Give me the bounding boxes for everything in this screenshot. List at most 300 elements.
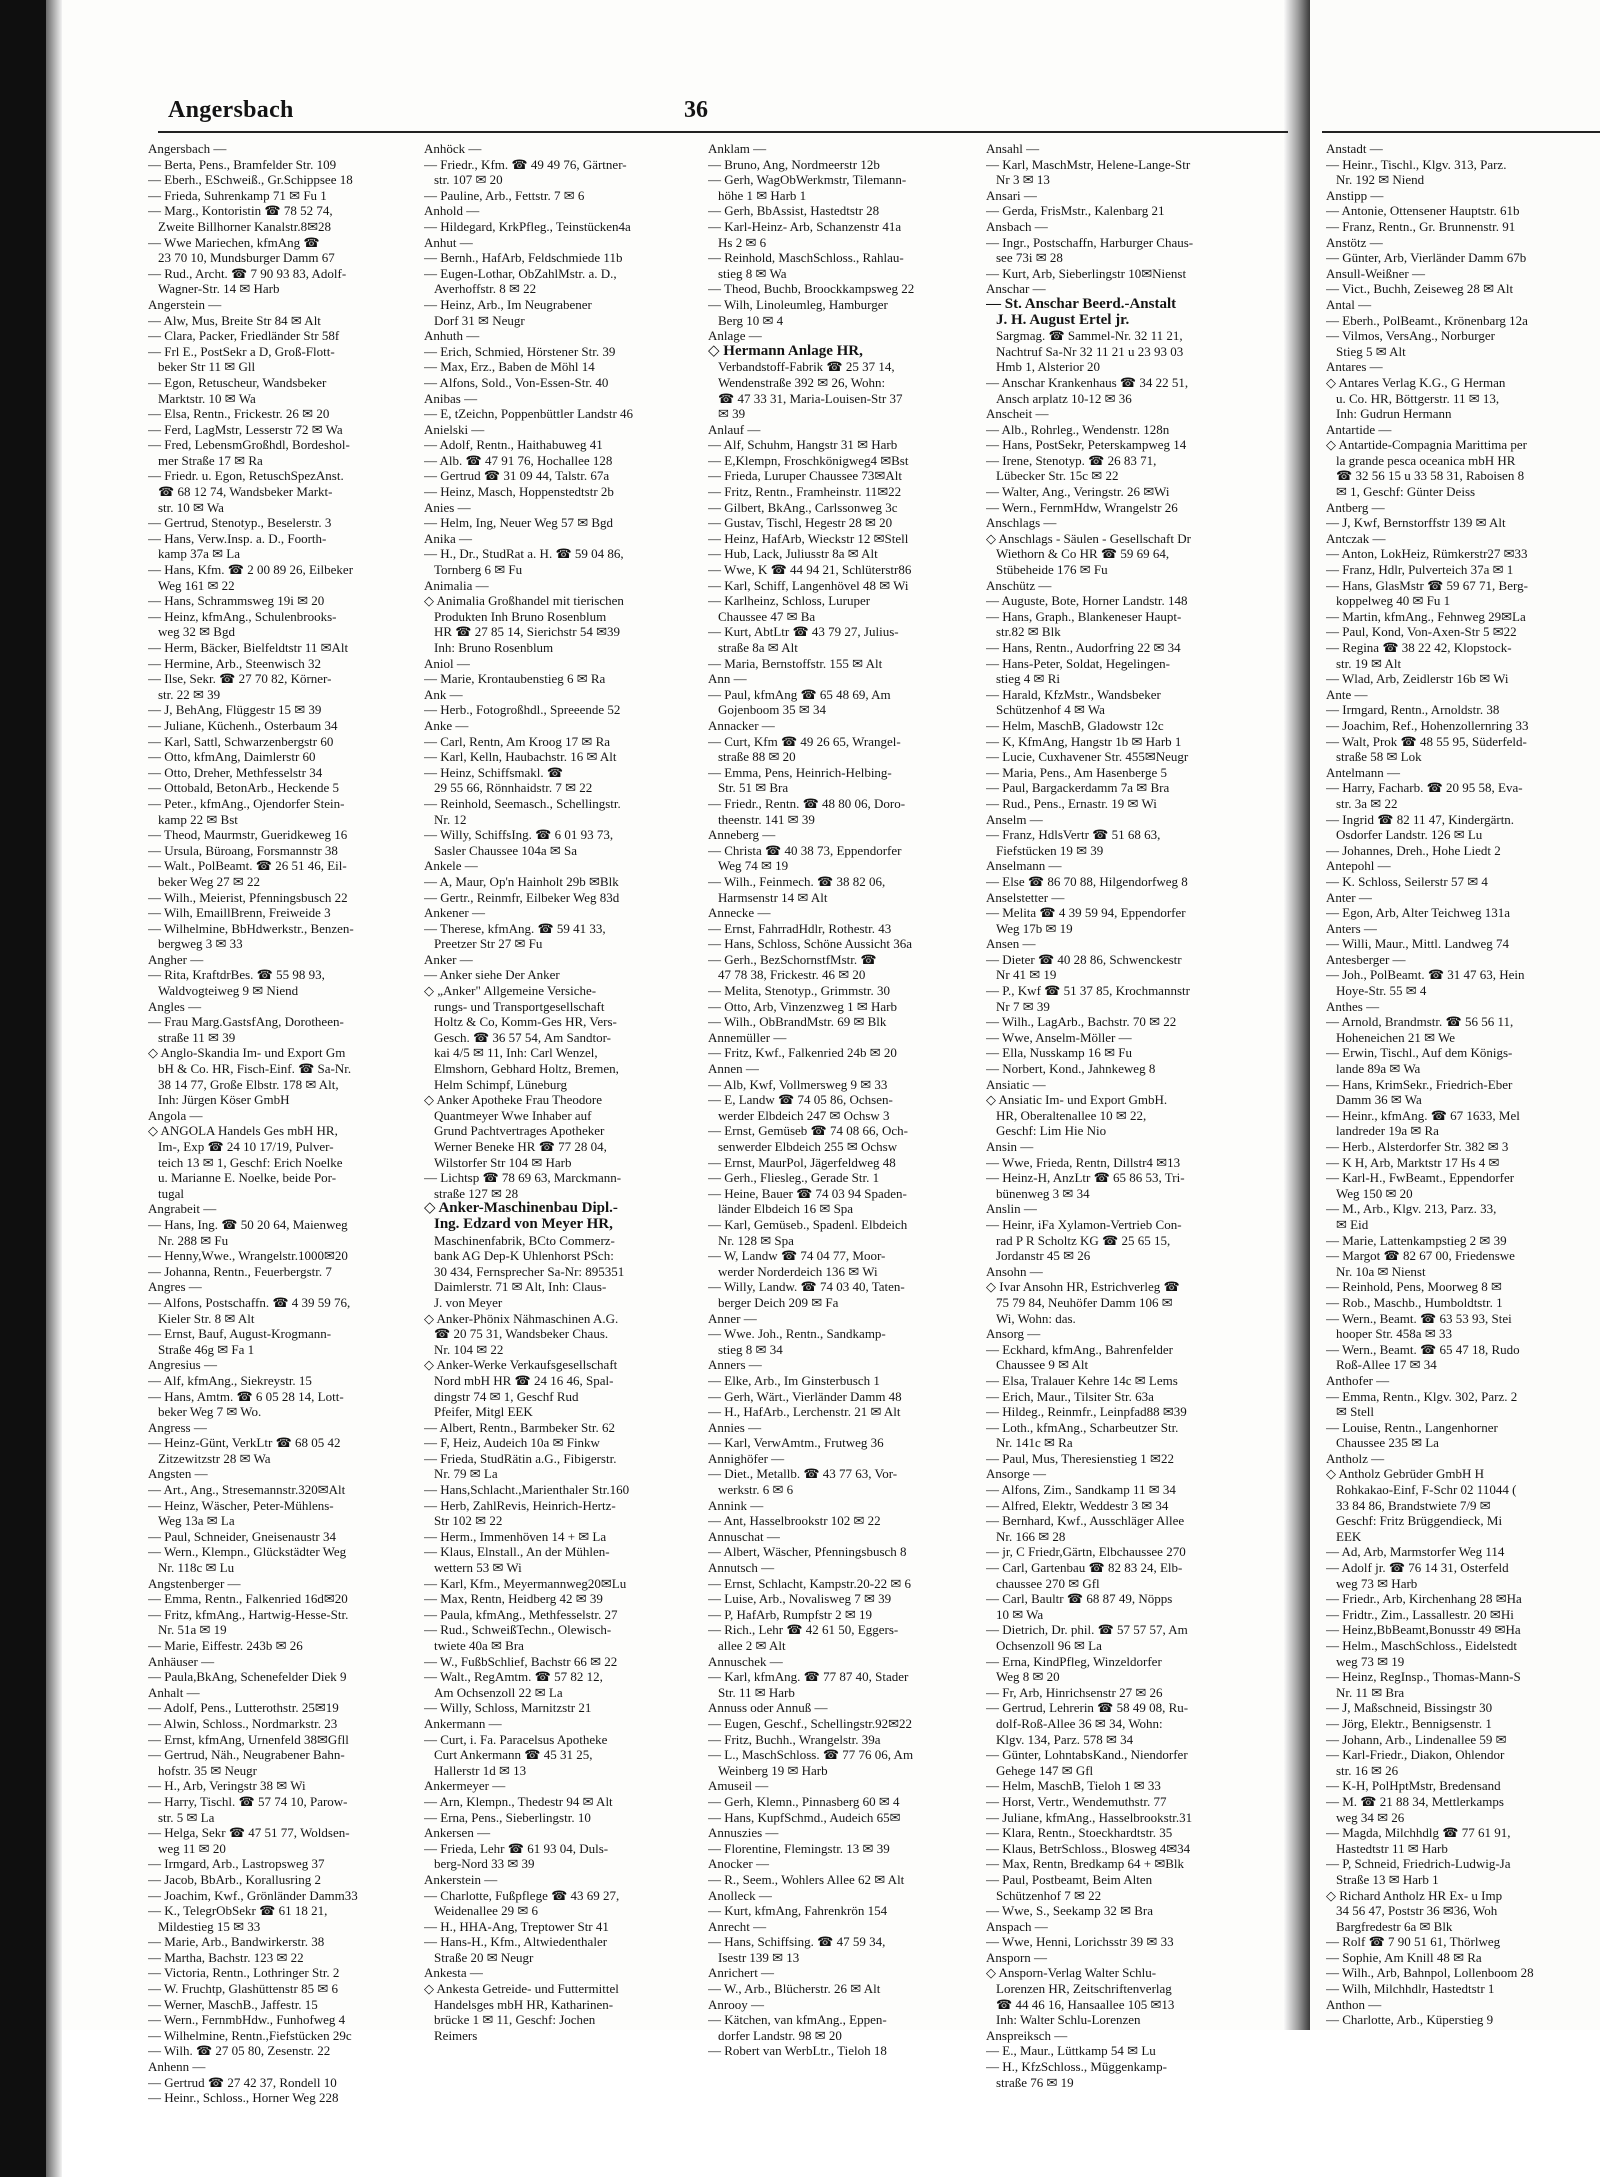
directory-entry: — H., Dr., StudRat a. H. ☎ 59 04 86, xyxy=(424,546,624,562)
surname-heading: Amuseil — xyxy=(708,1778,769,1794)
entry-continuation: Nachtruf Sa-Nr 32 11 21 u 23 93 03 xyxy=(996,343,1184,359)
directory-entry: — Clara, Packer, Friedländer Str 58f xyxy=(148,328,340,344)
directory-entry: — Gertr., Reinmfr, Eilbeker Weg 83d xyxy=(424,889,620,905)
directory-entry: — P, HafArb, Rumpfstr 2 ✉ 19 xyxy=(708,1606,872,1622)
directory-entry: — Irene, Stenotyp. ☎ 26 83 71, xyxy=(986,452,1157,468)
directory-entry: — Robert van WerbLtr., Tieloh 18 xyxy=(708,2043,887,2059)
entry-continuation: beker Str 11 ✉ Gll xyxy=(158,359,256,375)
directory-entry: — Paul, Schneider, Gneisenaustr 34 xyxy=(148,1528,336,1544)
directory-entry: — Heinz, Masch, Hoppenstedtstr 2b xyxy=(424,484,614,500)
directory-entry: — Kätchen, van kfmAng., Eppen- xyxy=(708,2012,887,2028)
directory-entry: — Johanna, Rentn., Feuerbergstr. 7 xyxy=(148,1263,332,1279)
directory-entry: — Lucie, Cuxhavener Str. 455✉Neugr xyxy=(986,749,1189,765)
directory-entry: — Karl-Friedr., Diakon, Ohlendor xyxy=(1326,1747,1505,1763)
directory-entry: — Willy, Landw. ☎ 74 03 40, Taten- xyxy=(708,1279,905,1295)
entry-continuation: chaussee 270 ✉ Gfl xyxy=(996,1575,1100,1591)
entry-continuation: Wilstorfer Str 104 ✉ Harb xyxy=(434,1154,572,1170)
directory-entry: — Kurt, kfmAng, Fahrenkrön 154 xyxy=(708,1903,888,1919)
entry-continuation: Roß-Allee 17 ✉ 34 xyxy=(1336,1357,1437,1373)
directory-entry: — Heinz, Wäscher, Peter-Mühlens- xyxy=(148,1497,334,1513)
directory-entry: — F, Heiz, Audeich 10a ✉ Finkw xyxy=(424,1435,600,1451)
entry-continuation: Lübecker Str. 15c ✉ 22 xyxy=(996,468,1119,484)
entry-continuation: Wendenstraße 392 ✉ 26, Wohn: xyxy=(718,374,886,390)
directory-entry: — Wwe. Joh., Rentn., Sandkamp- xyxy=(708,1326,886,1342)
surname-heading: Ansin — xyxy=(986,1139,1034,1154)
directory-entry: — Ingr., Postschaffn, Harburger Chaus- xyxy=(986,234,1194,250)
surname-heading: Antesberger — xyxy=(1326,951,1406,967)
directory-entry: — jr, C Friedr,Gärtn, Elbchaussee 270 xyxy=(986,1544,1186,1560)
header-rule-right xyxy=(1322,131,1600,133)
surname-heading: Anrecht — xyxy=(708,1918,767,1934)
entry-continuation: Nr 3 ✉ 13 xyxy=(996,172,1050,188)
directory-entry: — Florentine, Flemingstr. 13 ✉ 39 xyxy=(708,1840,890,1856)
directory-entry: — Günter, LohntabsKand., Niendorfer xyxy=(986,1747,1188,1763)
directory-entry: — Ant, Hasselbrookstr 102 ✉ 22 xyxy=(708,1513,881,1529)
business-entry: ◇ Anglo-Skandia Im- und Export Gm xyxy=(148,1045,346,1061)
directory-entry: — Berta, Pens., Bramfelder Str. 109 xyxy=(148,156,337,172)
directory-entry: — Wwe, K ☎ 44 94 21, Schlüterstr86 xyxy=(708,562,912,578)
directory-entry: — Reinhold, Pens, Moorweg 8 ✉ xyxy=(1326,1279,1502,1295)
entry-continuation: str. 107 ✉ 20 xyxy=(434,172,503,188)
entry-continuation: ☎ 20 75 31, Wandsbeker Chaus. xyxy=(434,1326,609,1342)
directory-entry: — Gertrud, Lehrerin ☎ 58 49 08, Ru- xyxy=(986,1700,1189,1716)
directory-entry: — St. Anschar Beerd.-Anstalt xyxy=(986,295,1177,312)
directory-column-2 xyxy=(424,141,698,2043)
directory-entry: — Paul, kfmAng ☎ 65 48 69, Am xyxy=(708,686,891,702)
entry-continuation: J. von Meyer xyxy=(434,1294,503,1310)
entry-continuation: Nord mbH HR ☎ 24 16 46, Spal- xyxy=(434,1372,614,1388)
business-entry: ◇ Antares Verlag K.G., G Herman xyxy=(1326,374,1506,390)
directory-entry: — Joachim, Kwf., Grönländer Damm33 xyxy=(148,1887,358,1903)
directory-entry: — Frau Marg.GastsfAng, Dorotheen- xyxy=(148,1014,344,1030)
directory-entry: — Hans, KrimSekr., Friedrich-Eber xyxy=(1326,1076,1513,1092)
surname-heading: Anhenn — xyxy=(148,2059,206,2075)
directory-entry: — Heinr, iFa Xylamon-Vertrieb Con- xyxy=(986,1216,1182,1232)
directory-entry: — W. Fruchtp, Glashüttenstr 85 ✉ 6 xyxy=(148,1981,338,1997)
directory-entry: — Frieda, StudRätin a.G., Fibigerstr. xyxy=(424,1450,617,1466)
directory-entry: — Emma, Rentn., Falkenried 16d✉20 xyxy=(148,1591,348,1607)
directory-entry: — Lichtsp ☎ 78 69 63, Marckmann- xyxy=(424,1170,622,1186)
entry-continuation: Quantmeyer Wwe Inhaber auf xyxy=(434,1107,592,1123)
directory-entry: — Wilh, Linoleumleg, Hamburger xyxy=(708,296,888,312)
business-entry: ◇ ANGOLA Handels Ges mbH HR, xyxy=(148,1123,338,1139)
entry-continuation: Nr 41 ✉ 19 xyxy=(996,967,1057,983)
surname-heading: Anker — xyxy=(424,951,473,967)
directory-entry: — Wilh., Meierist, Pfenningsbusch 22 xyxy=(148,889,348,905)
entry-continuation: Nr. 11 ✉ Bra xyxy=(1336,1684,1405,1700)
directory-entry: — Frl E., PostSekr a D, Groß-Flott- xyxy=(148,343,335,359)
surname-heading: Angher — xyxy=(148,951,204,967)
directory-entry: — W., FußbSchlief, Bachstr 66 ✉ 22 xyxy=(424,1653,618,1669)
directory-entry: — Heinz-H, AnzLtr ☎ 65 86 53, Tri- xyxy=(986,1170,1185,1186)
directory-entry: — Auguste, Bote, Horner Landstr. 148 xyxy=(986,593,1188,609)
directory-entry: — Paula, kfmAng., Methfesselstr. 27 xyxy=(424,1606,618,1622)
entry-continuation: Preetzer Str 27 ✉ Fu xyxy=(434,936,543,952)
directory-entry: — Emma, Rentn., Klgv. 302, Parz. 2 xyxy=(1326,1388,1518,1404)
directory-entry: — Gerh, BbAssist, Hastedtstr 28 xyxy=(708,203,880,219)
directory-entry: — Vilmos, VersAng., Norburger xyxy=(1326,328,1495,344)
business-entry: ◇ Anschlags - Säulen - Gesellschaft Dr xyxy=(986,530,1191,546)
book-gutter xyxy=(1284,0,1310,2177)
entry-continuation: straße 127 ✉ 28 xyxy=(434,1185,519,1201)
entry-continuation: länder Elbdeich 16 ✉ Spa xyxy=(718,1201,854,1217)
directory-entry: — Diet., Metallb. ☎ 43 77 63, Vor- xyxy=(708,1466,898,1482)
entry-continuation: HR ☎ 27 85 14, Sierichstr 54 ✉39 xyxy=(434,624,620,640)
entry-continuation: Weg 150 ✉ 20 xyxy=(1336,1185,1413,1201)
entry-continuation: 10 ✉ Wa xyxy=(996,1606,1044,1622)
directory-entry: — Ad, Arb, Marmstorfer Weg 114 xyxy=(1326,1544,1505,1560)
surname-heading: Ansohn — xyxy=(986,1263,1043,1279)
directory-entry: — Heinz, Arb., Im Neugrabener xyxy=(424,296,592,312)
directory-entry: — Heinz-Günt, VerkLtr ☎ 68 05 42 xyxy=(148,1435,341,1451)
entry-continuation: landreder 19a ✉ Ra xyxy=(1336,1123,1439,1139)
directory-entry: — Victoria, Rentn., Lothringer Str. 2 xyxy=(148,1965,340,1981)
directory-entry: — Curt, Kfm ☎ 49 26 65, Wrangel- xyxy=(708,733,901,749)
directory-entry: — Paul, Mus, Theresienstieg 1 ✉22 xyxy=(986,1450,1174,1466)
directory-entry: — Otto, Arb, Vinzenzweg 1 ✉ Harb xyxy=(708,998,897,1014)
directory-entry: — Heinz, RegInsp., Thomas-Mann-S xyxy=(1326,1669,1521,1685)
directory-entry: — Friedr., Kfm. ☎ 49 49 76, Gärtner- xyxy=(424,156,627,172)
entry-continuation: Holtz & Co, Komm-Ges HR, Vers- xyxy=(434,1014,617,1030)
directory-entry: — K H, Arb, Marktstr 17 Hs 4 ✉ xyxy=(1326,1154,1500,1170)
surname-heading: Ann — xyxy=(708,671,747,687)
directory-entry: — Herm., Immenhöven 14 + ✉ La xyxy=(424,1528,607,1544)
directory-entry: — Eugen, Geschf., Schellingstr.92✉22 xyxy=(708,1715,913,1731)
entry-continuation: Straße 46g ✉ Fa 1 xyxy=(158,1341,255,1357)
entry-continuation: Rohkakao-Einf, F-Schr 02 11044 ( xyxy=(1336,1482,1517,1498)
entry-continuation: rungs- und Transportgesellschaft xyxy=(434,998,605,1014)
entry-continuation: straße 58 ✉ Lok xyxy=(1336,749,1422,765)
directory-entry: — Wilh, EmaillBrenn, Freiweide 3 xyxy=(148,905,331,921)
entry-continuation: la grande pesca oceanica mbH HR xyxy=(1336,452,1516,468)
entry-continuation: u. Co. HR, Böttgerstr. 11 ✉ 13, xyxy=(1336,390,1500,406)
entry-continuation: Zitzewitzstr 28 ✉ Wa xyxy=(158,1450,271,1466)
surname-heading: Anspreiksch — xyxy=(986,2027,1068,2043)
entry-continuation: Produkten Inh Bruno Rosenblum xyxy=(434,608,607,624)
directory-entry: — Albert, Wäscher, Pfenningsbusch 8 xyxy=(708,1544,907,1560)
directory-entry: — Gerh., BezSchornstfMstr. ☎ xyxy=(708,951,877,967)
directory-entry: — K, KfmAng, Hangstr 1b ✉ Harb 1 xyxy=(986,733,1182,749)
entry-continuation: Inh: Gudrun Hermann xyxy=(1336,406,1452,422)
directory-entry: — Maria, Bernstoffstr. 155 ✉ Alt xyxy=(708,655,883,671)
directory-entry: — Rud., SchweißTechn., Olewisch- xyxy=(424,1622,612,1638)
directory-entry: — Ferd, LagMstr, Lesserstr 72 ✉ Wa xyxy=(148,421,343,437)
entry-continuation: u. Marianne E. Noelke, beide Por- xyxy=(158,1170,337,1186)
entry-continuation: Chaussee 235 ✉ La xyxy=(1336,1435,1439,1451)
directory-entry: — Sophie, Am Knill 48 ✉ Ra xyxy=(1326,1949,1482,1965)
surname-heading: Ansahl — xyxy=(986,141,1040,156)
directory-entry: — Ursula, Büroang, Forsmannstr 38 xyxy=(148,842,338,858)
entry-continuation: straße 8a ✉ Alt xyxy=(718,640,798,655)
directory-entry: — Fred, LebensmGroßhdl, Bordeshol- xyxy=(148,437,350,453)
directory-entry: — Eugen-Lothar, ObZahlMstr. a. D., xyxy=(424,265,617,281)
surname-heading: Antal — xyxy=(1326,296,1372,312)
entry-continuation: HR, Oberaltenallee 10 ✉ 22, xyxy=(996,1107,1147,1123)
surname-heading: Anhuth — xyxy=(424,328,480,344)
directory-entry: — Ilse, Sekr. ☎ 27 70 82, Körner- xyxy=(148,671,332,687)
entry-continuation: Nr. 104 ✉ 22 xyxy=(434,1341,504,1357)
entry-continuation: bünenweg 3 ✉ 34 xyxy=(996,1185,1090,1201)
directory-entry: — Harald, KfzMstr., Wandsbeker xyxy=(986,686,1161,702)
directory-entry: — Fritz, Kwf., Falkenried 24b ✉ 20 xyxy=(708,1045,897,1061)
directory-entry: — Gerh, Wärt., Vierländer Damm 48 xyxy=(708,1388,902,1404)
entry-continuation: ☎ 68 12 74, Wandsbeker Markt- xyxy=(158,484,333,500)
entry-continuation: Weinberg 19 ✉ Harb xyxy=(718,1762,828,1778)
surname-heading: Angerstein — xyxy=(148,296,222,312)
directory-entry: — Elke, Arb., Im Ginsterbusch 1 xyxy=(708,1372,880,1388)
directory-entry: — Egon, Arb, Alter Teichweg 131a xyxy=(1326,905,1511,921)
directory-entry: — Wilhelmine, Rentn.,Fiefstücken 29c xyxy=(148,2027,352,2043)
directory-entry: — Wwe, Henni, Lorichsstr 39 ✉ 33 xyxy=(986,1934,1174,1950)
surname-heading: Ansbach — xyxy=(986,218,1048,234)
entry-continuation: EEK xyxy=(1336,1528,1362,1544)
directory-entry: — Karl, Schiff, Langenhövel 48 ✉ Wi xyxy=(708,577,909,593)
business-entry: ◇ „Anker" Allgemeine Versiche- xyxy=(424,983,597,999)
entry-continuation: Stübeheide 176 ✉ Fu xyxy=(996,562,1108,578)
surname-heading: Angresius — xyxy=(148,1357,217,1373)
surname-heading: Ankermeyer — xyxy=(424,1778,506,1794)
directory-entry: — Ernst, MaurPol, Jägerfeldweg 48 xyxy=(708,1154,896,1170)
entry-continuation: Curt Ankermann ☎ 45 31 25, xyxy=(434,1747,593,1763)
directory-entry: — Ottobald, BetonArb., Heckende 5 xyxy=(148,780,339,796)
entry-continuation: Fiefstücken 19 ✉ 39 xyxy=(996,842,1104,858)
directory-entry: — Dieter ☎ 40 28 86, Schwenckestr xyxy=(986,951,1182,967)
surname-heading: Annutsch — xyxy=(708,1560,775,1576)
entry-continuation: senwerder Elbdeich 255 ✉ Ochsw xyxy=(718,1139,898,1154)
surname-heading: Anscheit — xyxy=(986,406,1049,422)
entry-continuation: Schützenhof 4 ✉ Wa xyxy=(996,702,1105,718)
directory-entry: — Regina ☎ 38 22 42, Klopstock- xyxy=(1326,640,1512,655)
surname-heading: Ankersen — xyxy=(424,1825,491,1841)
directory-entry: — Christa ☎ 40 38 73, Eppendorfer xyxy=(708,842,902,858)
directory-entry: — Paula,BkAng, Schenefelder Diek 9 xyxy=(148,1669,347,1685)
surname-heading: Anschar — xyxy=(986,281,1046,297)
directory-entry: — Theod, Buchb, Broockkampsweg 22 xyxy=(708,281,915,297)
page-edge-shadow xyxy=(46,0,62,2177)
surname-heading: Antholz — xyxy=(1326,1450,1385,1466)
directory-entry: — Wwe, S., Seekamp 32 ✉ Bra xyxy=(986,1903,1153,1919)
directory-entry: — Herb., Fotogroßhdl., Spreeende 52 xyxy=(424,702,621,718)
surname-heading: Ansiatic — xyxy=(986,1076,1046,1092)
entry-continuation: hofstr. 35 ✉ Neugr xyxy=(158,1762,257,1778)
directory-entry: — Karl, MaschMstr, Helene-Lange-Str xyxy=(986,156,1191,172)
entry-continuation: see 73i ✉ 28 xyxy=(996,250,1063,266)
entry-continuation: Hs 2 ✉ 6 xyxy=(718,234,767,250)
surname-heading: Ankermann — xyxy=(424,1715,502,1731)
directory-entry: — Alf, Schuhm, Hangstr 31 ✉ Harb xyxy=(708,437,898,453)
entry-continuation: Geschf: Fritz Brüggendieck, Mi xyxy=(1336,1513,1503,1529)
directory-entry: — Alb, Kwf, Vollmersweg 9 ✉ 33 xyxy=(708,1076,888,1092)
directory-entry: — Hans, Schrammsweg 19i ✉ 20 xyxy=(148,593,325,609)
surname-heading: Annink — xyxy=(708,1497,764,1513)
surname-heading: Anneberg — xyxy=(708,827,776,843)
surname-heading: Anhöck — xyxy=(424,141,482,156)
entry-continuation: Handelsges mbH HR, Katharinen- xyxy=(434,1996,614,2012)
surname-heading: Ansen — xyxy=(986,936,1036,952)
directory-entry: — Wwe, Anselm-Möller — xyxy=(986,1029,1132,1045)
directory-entry: — K., TelegrObSekr ☎ 61 18 21, xyxy=(148,1903,328,1919)
surname-heading: Anners — xyxy=(708,1357,762,1373)
entry-continuation: Isestr 139 ✉ 13 xyxy=(718,1949,800,1965)
directory-entry: — Hans, PostSekr, Peterskampweg 14 xyxy=(986,437,1187,453)
entry-continuation: Hallerstr 1d ✉ 13 xyxy=(434,1762,527,1778)
entry-continuation: berg-Nord 33 ✉ 39 xyxy=(434,1856,535,1872)
surname-heading: Angersbach — xyxy=(148,141,227,156)
entry-continuation: Weg 17b ✉ 19 xyxy=(996,920,1073,936)
directory-entry: — Kurt, AbtLtr ☎ 43 79 27, Julius- xyxy=(708,624,899,640)
entry-continuation: Inh: Jürgen Köser GmbH xyxy=(158,1092,290,1108)
directory-entry: — Rita, KraftdrBes. ☎ 55 98 93, xyxy=(148,967,325,983)
directory-entry: — Joh., PolBeamt. ☎ 31 47 63, Hein xyxy=(1326,967,1525,983)
directory-entry: — Alb., Rohrleg., Wendenstr. 128n xyxy=(986,421,1170,437)
surname-heading: Anrichert — xyxy=(708,1965,775,1981)
surname-heading: Anselm — xyxy=(986,811,1043,827)
directory-entry: — Carl, Gartenbau ☎ 82 83 24, Elb- xyxy=(986,1560,1183,1576)
directory-entry: — Paul, Bargackerdamm 7a ✉ Bra xyxy=(986,780,1170,796)
directory-entry: — Willy, Schloss, Marnitzstr 21 xyxy=(424,1700,592,1716)
scanner-border xyxy=(0,0,46,2177)
entry-continuation: weg 73 ✉ Harb xyxy=(1336,1575,1418,1591)
surname-heading: Annies — xyxy=(708,1419,762,1435)
directory-entry: — Gertrud ☎ 27 42 37, Rondell 10 xyxy=(148,2074,337,2090)
directory-entry: — Frieda, Suhrenkamp 71 ✉ Fu 1 xyxy=(148,187,327,203)
surname-heading: Angsten — xyxy=(148,1466,208,1482)
surname-heading: Annuszies — xyxy=(708,1825,779,1841)
directory-entry: — Heinr., Schloss., Horner Weg 228 xyxy=(148,2090,339,2106)
entry-continuation: Schützenhof 7 ✉ 22 xyxy=(996,1887,1102,1903)
entry-continuation: Weg 161 ✉ 22 xyxy=(158,577,235,593)
directory-entry: — Herb, ZahlRevis, Heinrich-Hertz- xyxy=(424,1497,616,1513)
entry-continuation: bH & Co. HR, Fisch-Einf. ☎ Sa-Nr. xyxy=(158,1061,352,1077)
entry-continuation: 75 79 84, Neuhöfer Damm 106 ✉ xyxy=(996,1294,1173,1310)
directory-entry: — Karl, Gemüseb., Spadenl. Elbdeich xyxy=(708,1216,908,1232)
entry-continuation: 30 434, Fernsprecher Sa-Nr: 895351 xyxy=(434,1263,625,1279)
entry-continuation: Elmshorn, Gebhard Holtz, Bremen, xyxy=(434,1061,619,1077)
surname-heading: Antberg — xyxy=(1326,499,1385,515)
directory-entry: — Magda, Milchhdlg ☎ 77 61 91, xyxy=(1326,1825,1511,1841)
entry-continuation: ✉ Eid xyxy=(1336,1216,1369,1232)
directory-entry: — Eberh., ESchweiß., Gr.Schippsee 18 xyxy=(148,172,353,188)
directory-entry: — Heinr., kfmAng. ☎ 67 1633, Mel xyxy=(1326,1107,1520,1123)
entry-continuation: beker Weg 7 ✉ Wo. xyxy=(158,1404,262,1420)
surname-heading: Anocker — xyxy=(708,1856,770,1872)
entry-continuation: 23 70 10, Mundsburger Damm 67 xyxy=(158,250,335,266)
entry-continuation: Sargmag. ☎ Sammel-Nr. 32 11 21, xyxy=(996,328,1183,344)
directory-entry: — W, Landw ☎ 74 04 77, Moor- xyxy=(708,1248,886,1264)
directory-entry: — Fr, Arb, Hinrichsenstr 27 ✉ 26 xyxy=(986,1684,1163,1700)
directory-entry: — Egon, Retuscheur, Wandsbeker xyxy=(148,374,327,390)
directory-entry: — Wilhelmine, BbHdwerkstr., Benzen- xyxy=(148,920,354,936)
entry-continuation: Ochsenzoll 96 ✉ La xyxy=(996,1638,1102,1653)
directory-entry: — Hans, Rentn., Audorfring 22 ✉ 34 xyxy=(986,640,1181,655)
directory-entry: — Irmgard, Rentn., Arnoldstr. 38 xyxy=(1326,702,1500,718)
directory-entry: — Hans-H., Kfm., Altwiedenthaler xyxy=(424,1934,608,1950)
directory-entry: — Hans, KupfSchmd., Audeich 65✉ xyxy=(708,1809,901,1825)
entry-continuation: Straße 13 ✉ Harb 1 xyxy=(1336,1871,1439,1887)
entry-continuation: Averhoffstr. 8 ✉ 22 xyxy=(434,281,537,297)
directory-entry: — Gilbert, BkAng., Carlssonweg 3c xyxy=(708,499,898,515)
entry-continuation: stieg 8 ✉ Wa xyxy=(718,265,787,281)
directory-entry: — Wwe Mariechen, kfmAng ☎ xyxy=(148,234,320,250)
directory-entry: — Maria, Pens., Am Hasenberge 5 xyxy=(986,764,1168,780)
entry-continuation: kamp 37a ✉ La xyxy=(158,546,241,562)
entry-continuation: stieg 8 ✉ 34 xyxy=(718,1341,783,1357)
directory-entry: — Walt., RegAmtm. ☎ 57 82 12, xyxy=(424,1669,603,1685)
entry-continuation: Nr. 192 ✉ Niend xyxy=(1336,172,1425,188)
entry-continuation: Reimers xyxy=(434,2027,478,2043)
entry-continuation: ☎ 44 46 16, Hansaallee 105 ✉13 xyxy=(996,1996,1175,2012)
directory-entry: — Marie, Arb., Bandwirkerstr. 38 xyxy=(148,1934,325,1950)
directory-entry: — Hans, Amtm. ☎ 6 05 28 14, Lott- xyxy=(148,1388,344,1404)
directory-entry: — Irmgard, Arb., Lastropsweg 37 xyxy=(148,1856,325,1872)
directory-entry: — Klara, Rentn., Stoeckhardtstr. 35 xyxy=(986,1825,1173,1841)
entry-continuation: Nr. 118c ✉ Lu xyxy=(158,1560,235,1576)
entry-continuation: str.82 ✉ Blk xyxy=(996,624,1061,640)
directory-entry: — Helm., MaschSchloss., Eidelstedt xyxy=(1326,1638,1518,1653)
directory-entry: — Harry, Tischl. ☎ 57 74 10, Parow- xyxy=(148,1793,348,1809)
entry-continuation: ☎ 32 56 15 u 33 58 31, Raboisen 8 xyxy=(1336,468,1525,484)
directory-entry: — Rich., Lehr ☎ 42 61 50, Eggers- xyxy=(708,1622,899,1638)
directory-entry: — Walter, Ang., Veringstr. 26 ✉Wi xyxy=(986,484,1170,500)
surname-heading: Annuschek — xyxy=(708,1653,783,1669)
directory-entry: — Reinhold, MaschSchloss., Rahlau- xyxy=(708,250,904,266)
directory-entry: — Peter., kfmAng., Ojendorfer Stein- xyxy=(148,795,345,811)
directory-entry: — Wern., Klempn., Glückstädter Weg xyxy=(148,1544,347,1560)
directory-entry: — R., Seem., Wohlers Allee 62 ✉ Alt xyxy=(708,1871,905,1887)
entry-continuation: Wagner-Str. 14 ✉ Harb xyxy=(158,281,280,297)
directory-entry: — Alfons, Sold., Von-Essen-Str. 40 xyxy=(424,374,609,390)
directory-entry: — Margot ☎ 82 67 00, Friedenswe xyxy=(1326,1248,1515,1264)
directory-entry: — Paul, Postbeamt, Beim Alten xyxy=(986,1871,1153,1887)
entry-continuation: straße 88 ✉ 20 xyxy=(718,749,796,765)
entry-continuation: Nr. 10a ✉ Nienst xyxy=(1336,1263,1426,1279)
directory-entry: — Ernst, Bauf, August-Krogmann- xyxy=(148,1326,332,1342)
entry-continuation: wettern 53 ✉ Wi xyxy=(434,1560,522,1576)
directory-entry: — Fridtr., Zim., Lassallestr. 20 ✉Hi xyxy=(1326,1606,1514,1622)
entry-continuation: bergweg 3 ✉ 33 xyxy=(158,936,243,952)
directory-entry: — Ingrid ☎ 82 11 47, Kindergärtn. xyxy=(1326,811,1515,827)
entry-continuation: Str. 51 ✉ Bra xyxy=(718,780,789,796)
directory-entry: — Jörg, Elektr., Bennigsenstr. 1 xyxy=(1326,1715,1492,1731)
surname-heading: Ankener — xyxy=(424,905,486,921)
surname-heading: Animalia — xyxy=(424,577,489,593)
entry-continuation: 29 55 66, Rönnhaidstr. 7 ✉ 22 xyxy=(434,780,593,796)
directory-entry: — Gerh., Fliesleg., Gerade Str. 1 xyxy=(708,1170,880,1186)
surname-heading: Ansporn — xyxy=(986,1949,1048,1965)
directory-entry: — Wern., Beamt. ☎ 65 47 18, Rudo xyxy=(1326,1341,1520,1357)
entry-continuation: Gesch. ☎ 36 57 54, Am Sandtor- xyxy=(434,1029,611,1045)
directory-entry: — Louise, Rentn., Langenhorner xyxy=(1326,1419,1498,1435)
directory-entry: — Melita, Stenotyp., Grimmstr. 30 xyxy=(708,983,890,999)
surname-heading: Antares — xyxy=(1326,359,1383,375)
directory-entry: — Hans, Schloss, Schöne Aussicht 36a xyxy=(708,936,913,952)
directory-entry: — Alwin, Schloss., Nordmarkstr. 23 xyxy=(148,1715,338,1731)
directory-entry: — Gertrud, Stenotyp., Beselerstr. 3 xyxy=(148,515,332,531)
directory-entry: — Willy, SchiffsIng. ☎ 6 01 93 73, xyxy=(424,827,614,843)
directory-entry: — Charlotte, Arb., Küperstieg 9 xyxy=(1326,2012,1494,2028)
entry-continuation: Sasler Chaussee 104a ✉ Sa xyxy=(434,842,578,858)
entry-continuation: Nr. 128 ✉ Spa xyxy=(718,1232,794,1248)
entry-continuation: weg 11 ✉ 20 xyxy=(158,1840,226,1856)
surname-heading: Anstipp — xyxy=(1326,187,1384,203)
directory-entry: — Klaus, Elnstall., An der Mühlen- xyxy=(424,1544,610,1560)
entry-continuation: weg 34 ✉ 26 xyxy=(1336,1809,1405,1825)
directory-entry: — Adolf, Rentn., Haithabuweg 41 xyxy=(424,437,603,453)
directory-entry: — Frieda, Lehr ☎ 61 93 04, Duls- xyxy=(424,1840,609,1856)
directory-entry: — Marie, Krontaubenstieg 6 ✉ Ra xyxy=(424,671,606,687)
directory-entry: — Hans, Ing. ☎ 50 20 64, Maienweg xyxy=(148,1216,348,1232)
entry-continuation: Inh: Walter Schlu-Lorenzen xyxy=(996,2012,1141,2028)
